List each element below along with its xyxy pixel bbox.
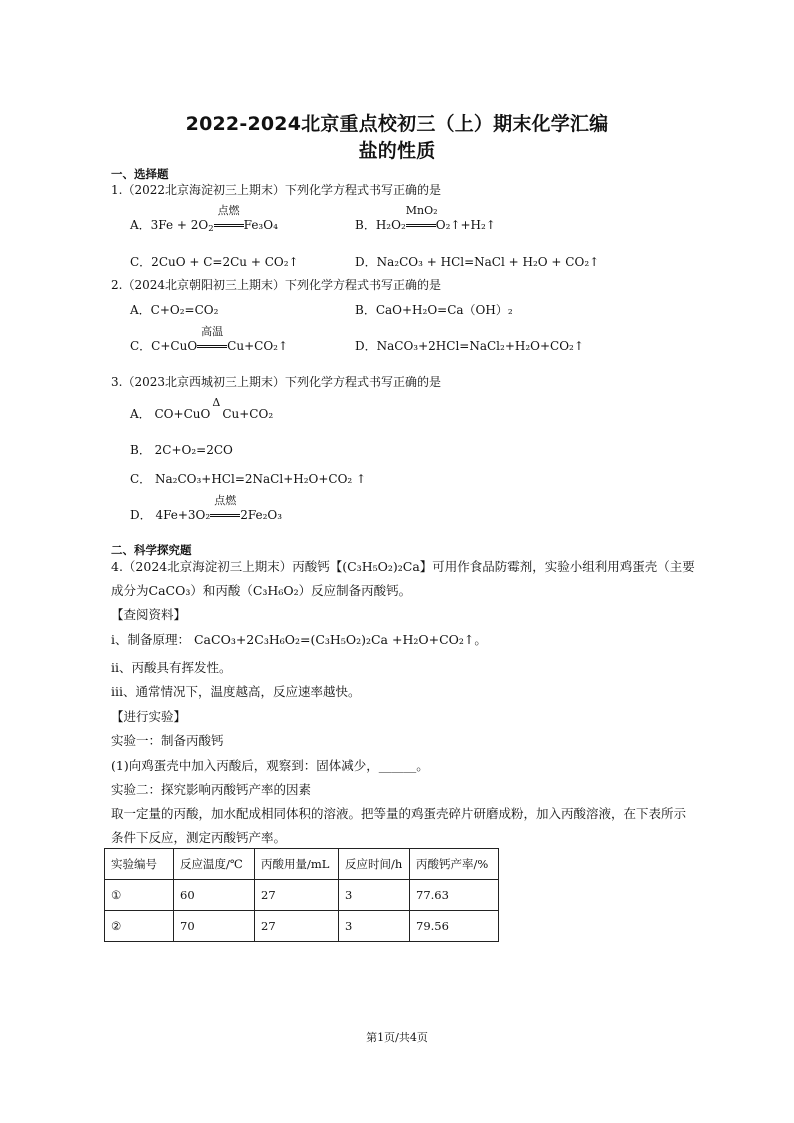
q3-d-label: D． bbox=[130, 508, 152, 522]
table-cell: 3 bbox=[339, 880, 410, 911]
reference-item-i bbox=[111, 630, 487, 648]
q2-c-label: C．C+CuO bbox=[130, 339, 198, 353]
table-header-cell: 丙酸用量/mL bbox=[255, 849, 339, 880]
q2-c-condition: 高温 bbox=[201, 325, 224, 338]
q1-option-b bbox=[355, 204, 496, 233]
q3-d-left: 4Fe+3O₂ bbox=[155, 508, 211, 522]
section-heading-inquiry: 二、科学探究题 bbox=[111, 543, 192, 557]
q3-a-heat-symbol bbox=[210, 396, 222, 421]
q1-a-label: A． bbox=[130, 218, 151, 232]
reference-i-label: i、制备原理： bbox=[111, 632, 190, 647]
q2-c-right: Cu+CO₂↑ bbox=[227, 339, 289, 353]
q1-b-reaction-arrow bbox=[405, 204, 438, 232]
table-header-cell: 反应时间/h bbox=[339, 849, 410, 880]
q1-b-label: B． bbox=[355, 218, 376, 232]
q3-option-d bbox=[130, 494, 283, 523]
q3-option-c: C． Na₂CO₃+HCl=2NaCl+H₂O+CO₂ ↑ bbox=[130, 472, 367, 486]
q2-option-c bbox=[130, 325, 289, 354]
q2-c-reaction-arrow bbox=[197, 325, 227, 353]
table-cell: 27 bbox=[255, 911, 339, 942]
q3-option-b: B． 2C+O₂=2CO bbox=[130, 443, 233, 457]
table-cell: 3 bbox=[339, 911, 410, 942]
q1-option-c: C．2CuO + C=2Cu + CO₂↑ bbox=[130, 255, 299, 269]
table-cell: 79.56 bbox=[410, 911, 499, 942]
experiment-2-title: 实验二：探究影响丙酸钙产率的因素 bbox=[111, 782, 312, 797]
table-row bbox=[105, 911, 499, 942]
experiment-2-description-1: 取一定量的丙酸，加水配成相同体积的溶液。把等量的鸡蛋壳碎片研磨成粉，加入丙酸溶液，在下表所示 bbox=[111, 806, 687, 821]
q1-a-condition: 点燃 bbox=[217, 204, 240, 217]
q1-a-left: 3Fe + 2O bbox=[150, 218, 209, 232]
table-cell: 70 bbox=[174, 911, 255, 942]
table-cell: 27 bbox=[255, 880, 339, 911]
question-3-stem: 3.（2023北京西城初三上期末）下列化学方程式书写正确的是 bbox=[111, 375, 441, 389]
q2-option-b: B．CaO+H₂O=Ca（OH）₂ bbox=[355, 303, 513, 317]
page-footer: 第1页/共4页 bbox=[366, 1031, 428, 1044]
q1-option-a: A．$3Fe + 2O_2$ 点燃 Fe₃O₄ bbox=[130, 204, 278, 234]
q1-b-left: H₂O₂ bbox=[375, 218, 406, 232]
table-header-cell: 丙酸钙产率/% bbox=[410, 849, 499, 880]
section-heading-choice: 一、选择题 bbox=[111, 167, 169, 181]
reference-item-iii: iii、通常情况下，温度越高，反应速率越快。 bbox=[111, 684, 361, 699]
experiment-table bbox=[104, 848, 499, 942]
table-header-cell: 反应温度/℃ bbox=[174, 849, 255, 880]
table-cell: 60 bbox=[174, 880, 255, 911]
experiment-2-description-2: 条件下反应，测定丙酸钙产率。 bbox=[111, 830, 287, 845]
q4-stem-line-2: 成分为CaCO₃）和丙酸（C₃H₆O₂）反应制备丙酸钙。 bbox=[111, 583, 412, 598]
q2-option-a: A．C+O₂=CO₂ bbox=[130, 303, 219, 317]
experiment-1-title: 实验一：制备丙酸钙 bbox=[111, 733, 224, 748]
q3-d-reaction-arrow bbox=[210, 494, 240, 522]
q3-a-right: Cu+CO₂ bbox=[222, 407, 274, 421]
q1-b-condition: MnO₂ bbox=[405, 204, 438, 217]
q3-d-right: 2Fe₂O₃ bbox=[240, 508, 283, 522]
experiment-1-question: (1)向鸡蛋壳中加入丙酸后，观察到：固体减少，______。 bbox=[111, 758, 429, 773]
q1-a-reaction-arrow bbox=[214, 204, 244, 232]
table-header-cell: 实验编号 bbox=[105, 849, 174, 880]
q3-d-condition: 点燃 bbox=[214, 494, 237, 507]
reference-i-equation: CaCO₃+2C₃H₆O₂=(C₃H₅O₂)₂Ca +H₂O+CO₂↑。 bbox=[193, 632, 487, 647]
table-header-row bbox=[105, 849, 499, 880]
experiment-heading: 【进行实验】 bbox=[111, 709, 187, 724]
table-cell: ② bbox=[105, 911, 174, 942]
reference-heading: 【查阅资料】 bbox=[111, 607, 187, 622]
q2-option-d: D．NaCO₃+2HCl=NaCl₂+H₂O+CO₂↑ bbox=[355, 339, 584, 353]
q3-a-condition: Δ bbox=[212, 396, 221, 409]
q3-option-a bbox=[130, 396, 274, 422]
question-2-stem: 2.（2024北京朝阳初三上期末）下列化学方程式书写正确的是 bbox=[111, 278, 441, 292]
reference-item-ii: ii、丙酸具有挥发性。 bbox=[111, 660, 232, 675]
q1-b-right: O₂↑+H₂↑ bbox=[435, 218, 496, 232]
table-cell: 77.63 bbox=[410, 880, 499, 911]
q1-option-d: D．Na₂CO₃ + HCl=NaCl + H₂O + CO₂↑ bbox=[355, 255, 600, 269]
table-row bbox=[105, 880, 499, 911]
page-subtitle: 盐的性质 bbox=[358, 140, 436, 162]
q3-a-label: A． bbox=[130, 407, 151, 421]
page-title: 2022-2024北京重点校初三（上）期末化学汇编 bbox=[185, 113, 609, 135]
table-cell: ① bbox=[105, 880, 174, 911]
question-1-stem: 1.（2022北京海淀初三上期末）下列化学方程式书写正确的是 bbox=[111, 183, 441, 197]
q4-stem-line-1: 4.（2024北京海淀初三上期末）丙酸钙【(C₃H₅O₂)₂Ca】可用作食品防霉剂，实验小组利用鸡蛋壳（主要 bbox=[111, 559, 695, 574]
q3-a-left: CO+CuO bbox=[154, 407, 211, 421]
q1-a-right: Fe₃O₄ bbox=[243, 218, 278, 232]
